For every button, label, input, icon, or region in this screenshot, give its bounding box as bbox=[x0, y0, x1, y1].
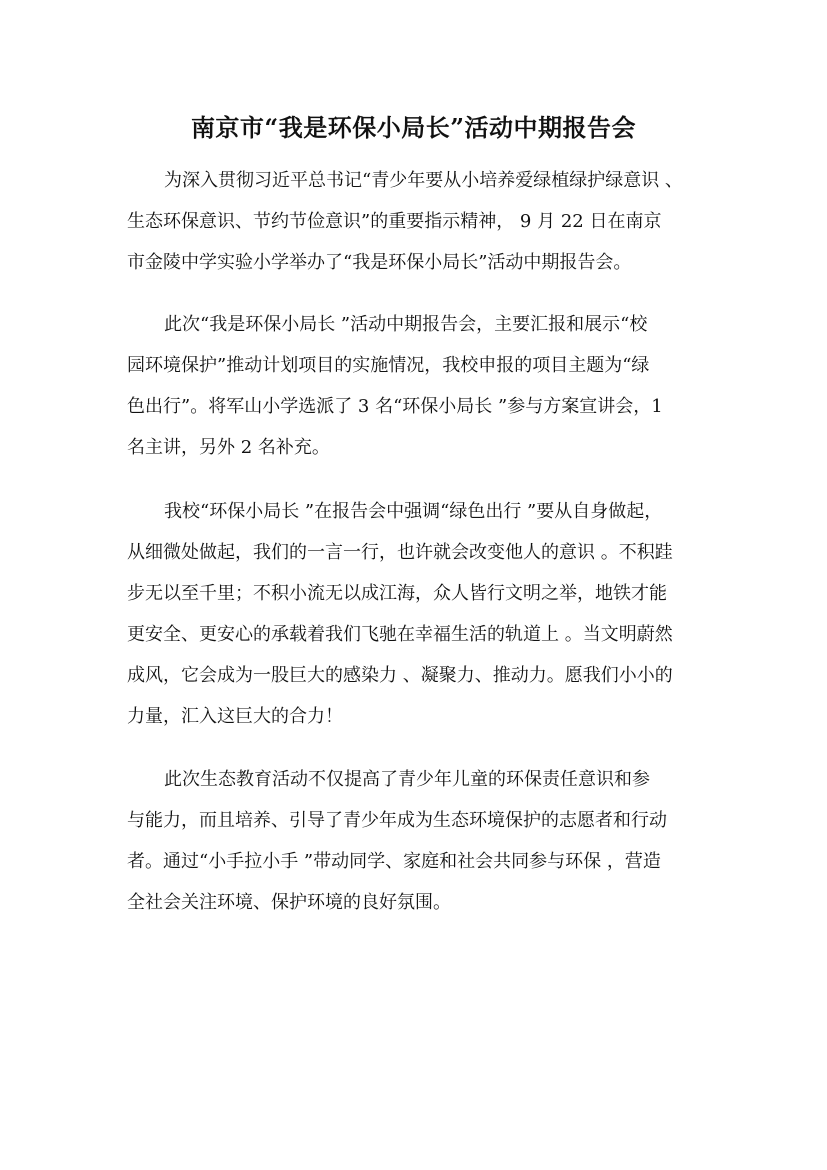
paragraph-line: 此次生态教育活动不仅提高了青少年儿童的环保责任意识和参 bbox=[164, 769, 650, 790]
paragraph-3 bbox=[127, 491, 707, 737]
paragraph-line: 此次“我是环保小局长 ”活动中期报告会，主要汇报和展示“校 bbox=[164, 314, 648, 335]
paragraph-4 bbox=[127, 759, 707, 923]
paragraph-line: 为深入贯彻习近平总书记“青少年要从小培养爱绿植绿护绿意识 、 bbox=[164, 170, 683, 191]
paragraph-line: 更安全、更安心的承载着我们飞驰在幸福生活的轨道上 。当文明蔚然 bbox=[127, 624, 673, 645]
paragraph-line: 力量，汇入这巨大的合力！ bbox=[127, 706, 343, 727]
paragraph-line: 从细微处做起，我们的一言一行，也许就会改变他人的意识 。不积跬 bbox=[127, 542, 673, 563]
paragraph-line: 名主讲，另外 2 名补充。 bbox=[127, 437, 330, 458]
document-title: 南京市“我是环保小局长”活动中期报告会 bbox=[190, 113, 637, 142]
paragraph-2 bbox=[127, 304, 707, 468]
paragraph-line: 与能力，而且培养、引导了青少年成为生态环境保护的志愿者和行动 bbox=[127, 810, 667, 831]
paragraph-line: 色出行”。将军山小学选派了 3 名“环保小局长 ”参与方案宣讲会，1 bbox=[127, 396, 663, 417]
paragraph-line: 全社会关注环境、保护环境的良好氛围。 bbox=[127, 892, 451, 913]
paragraph-line: 者。通过“小手拉小手 ”带动同学、家庭和社会共同参与环保 ，营造 bbox=[127, 851, 661, 872]
paragraph-line: 市金陵中学实验小学举办了“我是环保小局长”活动中期报告会。 bbox=[127, 252, 632, 273]
paragraph-1 bbox=[127, 160, 707, 283]
paragraph-line: 我校“环保小局长 ”在报告会中强调“绿色出行 ”要从自身做起， bbox=[164, 501, 663, 522]
paragraph-line: 步无以至千里；不积小流无以成江海，众人皆行文明之举，地铁才能 bbox=[127, 583, 667, 604]
paragraph-line: 园环境保护”推动计划项目的实施情况，我校申报的项目主题为“绿 bbox=[127, 355, 650, 376]
paragraph-line: 生态环保意识、节约节俭意识”的重要指示精神， 9 月 22 日在南京 bbox=[127, 211, 662, 232]
paragraph-line: 成风，它会成为一股巨大的感染力 、凝聚力、推动力。愿我们小小的 bbox=[127, 665, 673, 686]
